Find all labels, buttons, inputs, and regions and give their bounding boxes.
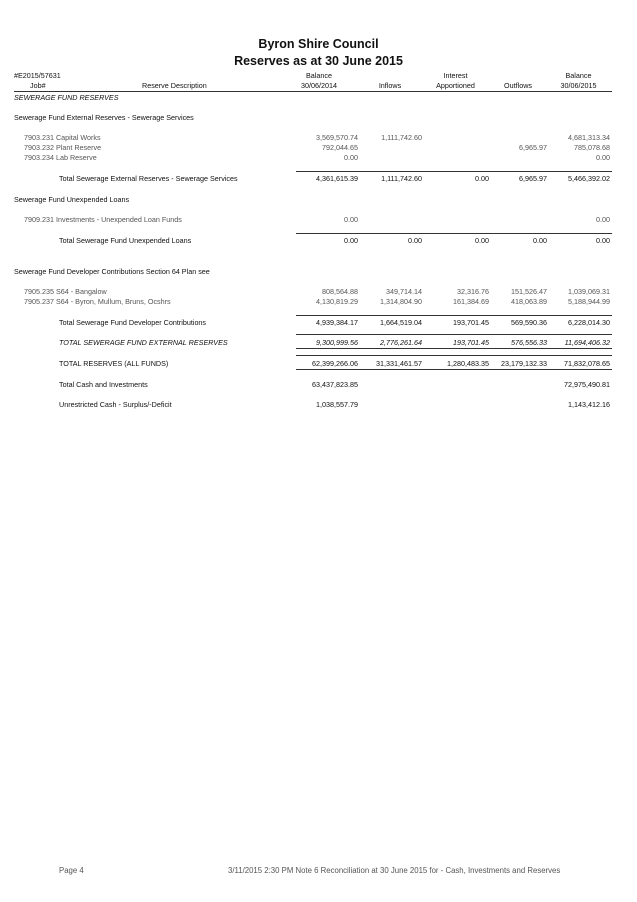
total-interest: 0.00 [475,236,489,245]
reserve-row-inflows: 1,314,804.90 [380,297,422,306]
cash-open: 63,437,823.85 [312,380,358,389]
col-interest-2: Apportioned [436,81,475,90]
reserve-row-outflows: 151,526.47 [511,287,547,296]
reserve-row-inflows: 349,714.14 [386,287,422,296]
col-balance-open-2: 30/06/2014 [301,81,337,90]
col-description: Reserve Description [142,81,207,90]
footer-note: 3/11/2015 2:30 PM Note 6 Reconciliation at 30 June 2015 for - Cash, Investments and Reserves [228,866,561,875]
total-outflows: 569,590.36 [511,318,547,327]
total-interest: 193,701.45 [453,338,489,347]
reserve-row-close: 785,078.68 [574,143,610,152]
reserve-row-desc: 7905.235 S64 - Bangalow [24,287,107,296]
reserve-row-close: 0.00 [596,215,610,224]
reserve-row-desc: 7903.234 Lab Reserve [24,153,97,162]
subtotal-rule [296,334,612,335]
total-underline [296,369,612,370]
total-label-external-reserves: TOTAL SEWERAGE FUND EXTERNAL RESERVES [59,338,228,347]
total-inflows: 2,776,261.64 [380,338,422,347]
total-outflows: 23,179,132.33 [501,359,547,368]
cash-close: 72,975,490.81 [564,380,610,389]
document-reference: #E2015/57631 [14,71,61,80]
reserve-row-close: 0.00 [596,153,610,162]
unrestricted-label: Unrestricted Cash - Surplus/-Deficit [59,400,172,409]
total-interest: 1,280,483.35 [447,359,489,368]
col-balance-close-2: 30/06/2015 [560,81,597,90]
reserve-row-close: 4,681,313.34 [568,133,610,142]
total-open: 62,399,266.06 [312,359,358,368]
subtotal-rule [296,233,612,234]
section-heading-developer: Sewerage Fund Developer Contributions Section 64 Plan see [14,267,210,276]
total-label-all-funds: TOTAL RESERVES (ALL FUNDS) [59,359,169,368]
unrestricted-close: 1,143,412.16 [568,400,610,409]
unrestricted-open: 1,038,557.79 [316,400,358,409]
total-inflows: 1,664,519.04 [380,318,422,327]
reserve-row-open: 3,569,570.74 [316,133,358,142]
total-outflows: 6,965.97 [519,174,547,183]
total-open: 9,300,999.56 [316,338,358,347]
reserve-row-desc: 7903.232 Plant Reserve [24,143,102,152]
subtotal-rule [296,355,612,356]
total-close: 6,228,014.30 [568,318,610,327]
col-interest-1: Interest [443,71,468,80]
total-label-external: Total Sewerage External Reserves - Sewerage Services [59,174,238,183]
total-outflows: 0.00 [533,236,547,245]
col-balance-close-1: Balance [565,71,592,80]
reserve-row-desc: 7903.231 Capital Works [24,133,101,142]
subtotal-rule [296,171,612,172]
col-inflows: Inflows [378,81,402,90]
total-inflows: 0.00 [408,236,422,245]
total-underline [296,348,612,349]
total-inflows: 31,331,461.57 [376,359,422,368]
total-interest: 193,701.45 [453,318,489,327]
total-close: 5,466,392.02 [568,174,610,183]
reserve-row-outflows: 6,965.97 [519,143,547,152]
reserve-row-open: 4,130,819.29 [316,297,358,306]
col-balance-open-1: Balance [306,71,332,80]
reserve-row-close: 5,188,944.99 [568,297,610,306]
reserve-row-interest: 161,384.69 [453,297,489,306]
total-close: 11,694,406.32 [564,338,610,347]
total-outflows: 576,556.33 [511,338,547,347]
col-outflows: Outflows [504,81,532,90]
page-number: Page 4 [59,866,84,875]
header-rule [14,91,612,92]
total-open: 4,361,615.39 [316,174,358,183]
cash-label: Total Cash and Investments [59,380,148,389]
reserve-row-inflows: 1,111,742.60 [381,133,422,142]
total-inflows: 1,111,742.60 [381,174,422,183]
total-label-developer: Total Sewerage Fund Developer Contributions [59,318,207,327]
total-open: 4,939,384.17 [316,318,358,327]
reserve-row-outflows: 418,063.89 [511,297,547,306]
total-interest: 0.00 [475,174,489,183]
reserve-row-open: 0.00 [344,153,358,162]
col-job: Job# [30,81,46,90]
subtotal-rule [296,315,612,316]
reserve-row-desc: 7909.231 Investments - Unexpended Loan Funds [24,215,182,224]
org-title: Byron Shire Council [258,37,379,51]
total-close: 0.00 [596,236,610,245]
report-title: Reserves as at 30 June 2015 [234,54,403,68]
reserve-row-interest: 32,316.76 [457,287,489,296]
sewerage-section-title: SEWERAGE FUND RESERVES [14,93,119,102]
section-heading-external: Sewerage Fund External Reserves - Sewerage Services [14,113,194,122]
reserve-row-open: 0.00 [344,215,358,224]
total-label-loans: Total Sewerage Fund Unexpended Loans [59,236,192,245]
section-heading-loans: Sewerage Fund Unexpended Loans [14,195,130,204]
reserve-row-close: 1,039,069.31 [568,287,610,296]
total-close: 71,832,078.65 [564,359,610,368]
reserve-row-open: 792,044.65 [322,143,358,152]
reserve-row-open: 808,564.88 [322,287,358,296]
total-open: 0.00 [344,236,358,245]
reserve-row-desc: 7905.237 S64 - Byron, Mullum, Bruns, Ocshrs [24,297,171,306]
